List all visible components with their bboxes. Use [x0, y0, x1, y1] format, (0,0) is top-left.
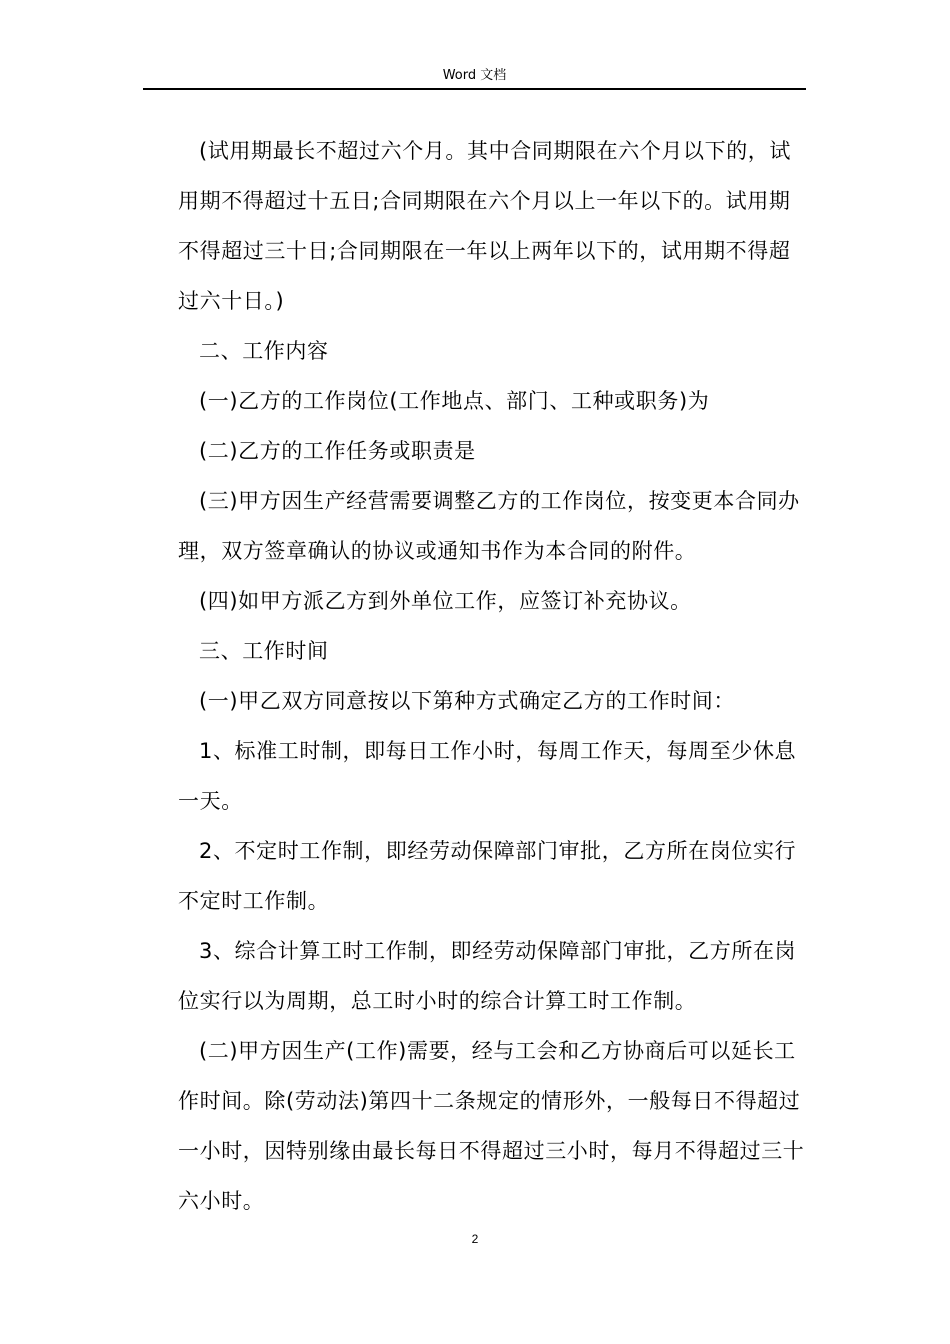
paragraph-position-change: (三)甲方因生产经营需要调整乙方的工作岗位，按变更本合同办理，双方签章确认的协议或通知书作为本合同的附件。 [178, 489, 800, 563]
paragraph-comprehensive-hours: 3、综合计算工时工作制，即经劳动保障部门审批，乙方所在岗位实行以为周期，总工时小时的综合计算工时工作制。 [178, 939, 797, 1013]
document-body [178, 126, 810, 1226]
paragraph-standard-hours: 1、标准工时制，即每日工作小时，每周工作天，每周至少休息一天。 [178, 739, 797, 813]
paragraph-external-assignment: (四)如甲方派乙方到外单位工作，应签订补充协议。 [199, 589, 692, 613]
header-title: Word 文档 [442, 68, 507, 83]
page-header [143, 64, 806, 90]
paragraph-job-duties: (二)乙方的工作任务或职责是 [199, 439, 476, 463]
paragraph-hours-method: (一)甲乙双方同意按以下第种方式确定乙方的工作时间： [199, 689, 735, 713]
section-heading-work-hours: 三、工作时间 [199, 639, 329, 663]
paragraph-job-position: (一)乙方的工作岗位(工作地点、部门、工种或职务)为 [199, 389, 710, 413]
page-number: 2 [471, 1232, 479, 1246]
paragraph-probation-note: (试用期最长不超过六个月。其中合同期限在六个月以下的，试用期不得超过十五日;合同期限在六个月以上一年以下的。试用期不得超过三十日;合同期限在一年以上两年以下的，试用期不得超过六十日。) [178, 139, 791, 313]
paragraph-flexible-hours: 2、不定时工作制，即经劳动保障部门审批，乙方所在岗位实行不定时工作制。 [178, 839, 797, 913]
paragraph-overtime: (二)甲方因生产(工作)需要，经与工会和乙方协商后可以延长工作时间。除(劳动法)第四十二条规定的情形外，一般每日不得超过一小时，因特别缘由最长每日不得超过三小时，每月不得超过三十六小时。 [178, 1039, 805, 1213]
section-heading-work-content: 二、工作内容 [199, 339, 329, 363]
